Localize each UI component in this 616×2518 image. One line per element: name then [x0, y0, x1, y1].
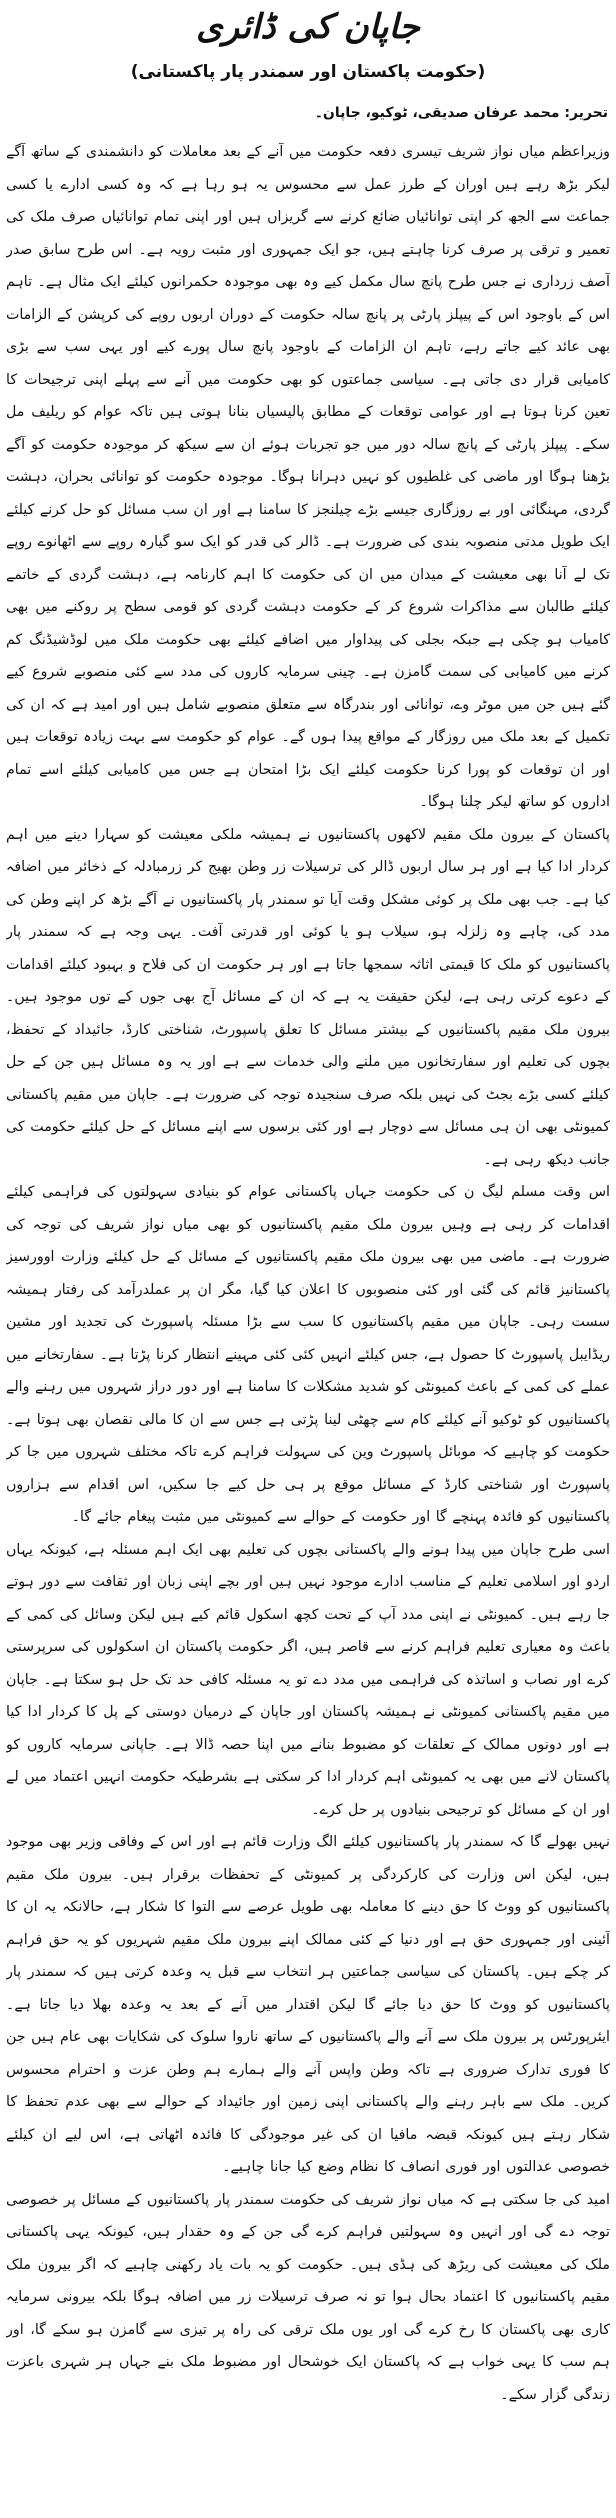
article-paragraph: اس وقت مسلم لیگ ن کی حکومت جہاں پاکستانی عوام کو بنیادی سہولتوں کی فراہمی کیلئے اقدامات کر رہی ہے وہیں بیرون ملک مقیم پاکستانیوں کو بھی میاں نواز شریف کی توجہ کی ضرورت ہے۔ ماضی میں بھی بیرون ملک مقیم پاکستانیوں کے مسائل کے حل کیلئے وزارت اوورسیز پاکستانیز قائم کی گئی اور کئی منصوبوں کا اعلان کیا گیا، مگر ان پر عملدرآمد کی رفتار ہمیشہ سست رہی۔ جاپان میں مقیم پاکستانیوں کا سب سے بڑا مسئلہ پاسپورٹ کی تجدید اور مشین ریڈایبل پاسپورٹ کا حصول ہے، جس کیلئے انہیں کئی کئی مہینے انتظار کرنا پڑتا ہے۔ سفارتخانے میں عملے کی کمی کے باعث کمیونٹی کو شدید مشکلات کا سامنا ہے اور دور دراز شہروں میں رہنے والے پاکستانیوں کو ٹوکیو آنے کیلئے کام سے چھٹی لینا پڑتی ہے جس سے ان کا مالی نقصان بھی ہوتا ہے۔ حکومت کو چاہیے کہ موبائل پاسپورٹ وین کی سہولت فراہم کرے تاکہ مختلف شہروں میں جا کر پاسپورٹ اور شناختی کارڈ کے مسائل موقع پر ہی حل کیے جا سکیں، اس اقدام سے ہزاروں پاکستانیوں کو فائدہ پہنچے گا اور حکومت کے حوالے سے کمیونٹی میں مثبت پیغام جائے گا۔ — [6, 1184, 610, 1525]
article-paragraph: پاکستان کے بیرون ملک مقیم لاکھوں پاکستانیوں نے ہمیشہ ملکی معیشت کو سہارا دینے میں اہم کردار ادا کیا ہے اور ہر سال اربوں ڈالر کی ترسیلات زر وطن بھیج کر زرمبادلہ کے ذخائر میں اضافہ کیا ہے۔ جب بھی ملک پر کوئی مشکل وقت آیا تو سمندر پار پاکستانیوں نے آگے بڑھ کر اپنے وطن کی مدد کی، چاہے وہ زلزلہ ہو، سیلاب ہو یا کوئی اور قدرتی آفت۔ یہی وجہ ہے کہ سمندر پار پاکستانیوں کو ملک کا قیمتی اثاثہ سمجھا جاتا ہے اور ہر حکومت ان کی فلاح و بہبود کیلئے اقدامات کے دعوے کرتی رہی ہے، لیکن حقیقت یہ ہے کہ ان کے مسائل آج بھی جوں کے توں موجود ہیں۔ بیرون ملک مقیم پاکستانیوں کے بیشتر مسائل کا تعلق پاسپورٹ، شناختی کارڈ، جائیداد کے تحفظ، بچوں کی تعلیم اور سفارتخانوں میں ملنے والی خدمات سے ہے اور یہ وہ مسائل ہیں جن کے حل کیلئے کسی بڑے بجٹ کی نہیں بلکہ صرف سنجیدہ توجہ کی ضرورت ہے۔ جاپان میں مقیم پاکستانی کمیونٹی بھی ان ہی مسائل سے دوچار ہے اور کئی برسوں سے اپنے مسائل کے حل کیلئے حکومت کی جانب دیکھ رہی ہے۔ — [6, 826, 610, 1168]
article-paragraph: نہیں بھولے گا کہ سمندر پار پاکستانیوں کیلئے الگ وزارت قائم ہے اور اس کے وفاقی وزیر بھی موجود ہیں، لیکن اس وزارت کی کارکردگی پر کمیونٹی کے تحفظات برقرار ہیں۔ بیرون ملک مقیم پاکستانیوں کو ووٹ کا حق دینے کا معاملہ بھی طویل عرصے سے التوا کا شکار ہے، حالانکہ یہ ان کا آئینی اور جمہوری حق ہے اور دنیا کے کئی ممالک اپنے بیرون ملک مقیم شہریوں کو یہ حق فراہم کر چکے ہیں۔ پاکستان کی سیاسی جماعتیں ہر انتخاب سے قبل یہ وعدہ کرتی ہیں کہ سمندر پار پاکستانیوں کو ووٹ کا حق دیا جائے گا لیکن اقتدار میں آنے کے بعد یہ وعدہ بھلا دیا جاتا ہے۔ ایئرپورٹس پر بیرون ملک سے آنے والے پاکستانیوں کے ساتھ ناروا سلوک کی شکایات بھی عام ہیں جن کا فوری تدارک ضروری ہے تاکہ وطن واپس آنے والے ہمارے ہم وطن عزت و احترام محسوس کریں۔ ملک سے باہر رہنے والے پاکستانی اپنی زمین اور جائیداد کے حوالے سے بھی عدم تحفظ کا شکار رہتے ہیں کیونکہ قبضہ مافیا ان کی غیر موجودگی کا فائدہ اٹھاتی ہے، اس لیے ان کیلئے خصوصی عدالتوں اور فوری انصاف کا نظام وضع کیا جانا چاہیے۔ — [6, 1834, 610, 2175]
article-paragraph: اسی طرح جاپان میں پیدا ہونے والے پاکستانی بچوں کی تعلیم بھی ایک اہم مسئلہ ہے، کیونکہ یہاں اردو اور اسلامی تعلیم کے مناسب ادارے موجود نہیں ہیں اور بچے اپنی زبان اور ثقافت سے دور ہوتے جا رہے ہیں۔ کمیونٹی نے اپنی مدد آپ کے تحت کچھ اسکول قائم کیے ہیں لیکن وسائل کی کمی کے باعث وہ معیاری تعلیم فراہم کرنے سے قاصر ہیں، اگر حکومت پاکستان ان اسکولوں کی سرپرستی کرے اور نصاب و اساتذہ کی فراہمی میں مدد دے تو یہ مسئلہ کافی حد تک حل ہو سکتا ہے۔ جاپان میں مقیم پاکستانی کمیونٹی نے ہمیشہ پاکستان اور جاپان کے درمیان دوستی کے پل کا کردار ادا کیا ہے اور دونوں ممالک کے تعلقات کو مضبوط بنانے میں اپنا حصہ ڈالا ہے۔ جاپانی سرمایہ کاروں کو پاکستان لانے میں بھی یہ کمیونٹی اہم کردار ادا کر سکتی ہے بشرطیکہ حکومت انہیں اعتماد میں لے اور ان کے مسائل کو ترجیحی بنیادوں پر حل کرے۔ — [6, 1541, 610, 1818]
author-byline: تحریر: محمد عرفان صدیقی، ٹوکیو، جاپان۔ — [314, 105, 608, 121]
article-paragraph: وزیراعظم میاں نواز شریف تیسری دفعہ حکومت میں آنے کے بعد معاملات کو دانشمندی کے ساتھ آگے لیکر بڑھ رہے ہیں اوران کے طرز عمل سے محسوس یہ ہو رہا ہے کہ وہ کسی ادارے یا کسی جماعت سے الجھ کر اپنی توانائیاں ضائع کرنے سے گریزاں ہیں اور اپنی تمام توانائیاں صرف ملک کی تعمیر و ترقی پر صرف کرنا چاہتے ہیں، جو ایک جمہوری اور مثبت رویہ ہے۔ اس طرح سابق صدر آصف زرداری نے جس طرح پانچ سال مکمل کیے وہ بھی موجودہ حکمرانوں کیلئے ایک مثال ہے۔ تاہم اس کے باوجود اس کے پیپلز پارٹی پر پانچ سالہ حکومت کے دوران اربوں روپے کی کرپشن کے الزامات بھی عائد کیے جاتے رہے، تاہم ان الزامات کے باوجود پانچ سال پورے کیے اور یہی سب سے بڑی کامیابی قرار دی جاتی ہے۔ سیاسی جماعتوں کو بھی حکومت میں آنے سے پہلے اپنی ترجیحات کا تعین کرنا ہوتا ہے اور عوامی توقعات کے مطابق پالیسیاں بنانا ہوتی ہیں تاکہ عوام کو ریلیف مل سکے۔ پیپلز پارٹی کے پانچ سالہ دور میں جو تجربات ہوئے ان سے سیکھ کر موجودہ حکومت کو آگے بڑھنا ہوگا اور ماضی کی غلطیوں کو نہیں دہرانا ہوگا۔ موجودہ حکومت کو توانائی بحران، دہشت گردی، مہنگائی اور بے روزگاری جیسے بڑے چیلنجز کا سامنا ہے اور ان سب مسائل کو حل کرنے کیلئے ایک طویل مدتی منصوبہ بندی کی ضرورت ہے۔ ڈالر کی قدر کو ایک سو گیارہ روپے سے اٹھانوے روپے تک لے آنا بھی معیشت کے میدان میں ان کی حکومت کا اہم کارنامہ ہے، دہشت گردی کے خاتمے کیلئے طالبان سے مذاکرات شروع کر کے حکومت دہشت گردی کو قومی سطح پر روکنے میں بھی کامیاب ہو چکی ہے جبکہ بجلی کی پیداوار میں اضافے کیلئے بھی حکومت ملک میں لوڈشیڈنگ کم کرنے میں کامیابی کی سمت گامزن ہے۔ چینی سرمایہ کاروں کی مدد سے کئی منصوبے شروع کیے گئے ہیں جن میں موٹر وے، توانائی اور بندرگاہ سے متعلق منصوبے شامل ہیں اور امید ہے کہ ان کی تکمیل کے بعد ملک میں روزگار کے مواقع پیدا ہوں گے۔ عوام کو حکومت سے بہت زیادہ توقعات ہیں اور ان توقعات کو پورا کرنا حکومت کیلئے ایک بڑا امتحان ہے جس میں کامیابی کیلئے اسے تمام اداروں کو ساتھ لیکر چلنا ہوگا۔ — [6, 144, 610, 810]
article-paragraph: امید کی جا سکتی ہے کہ میاں نواز شریف کی حکومت سمندر پار پاکستانیوں کے مسائل پر خصوصی توجہ دے گی اور انہیں وہ سہولتیں فراہم کرے گی جن کے وہ حقدار ہیں، کیونکہ یہی پاکستانی ملک کی معیشت کی ریڑھ کی ہڈی ہیں۔ حکومت کو یہ بات یاد رکھنی چاہیے کہ اگر بیرون ملک مقیم پاکستانیوں کا اعتماد بحال ہوا تو نہ صرف ترسیلات زر میں اضافہ ہوگا بلکہ بیرونی سرمایہ کاری بھی پاکستان کا رخ کرے گی اور یوں ملک ترقی کی راہ پر تیزی سے گامزن ہو سکے گا، اور ہم سب کا یہی خواب ہے کہ پاکستان ایک خوشحال اور مضبوط ملک بنے جہاں ہر شہری باعزت زندگی گزار سکے۔ — [6, 2191, 610, 2403]
column-title: جاپان کی ڈائری — [196, 7, 420, 47]
column-masthead — [0, 0, 616, 96]
article-body — [6, 136, 610, 2508]
column-subtitle: (حکومت پاکستان اور سمندر پار پاکستانی) — [130, 62, 486, 82]
